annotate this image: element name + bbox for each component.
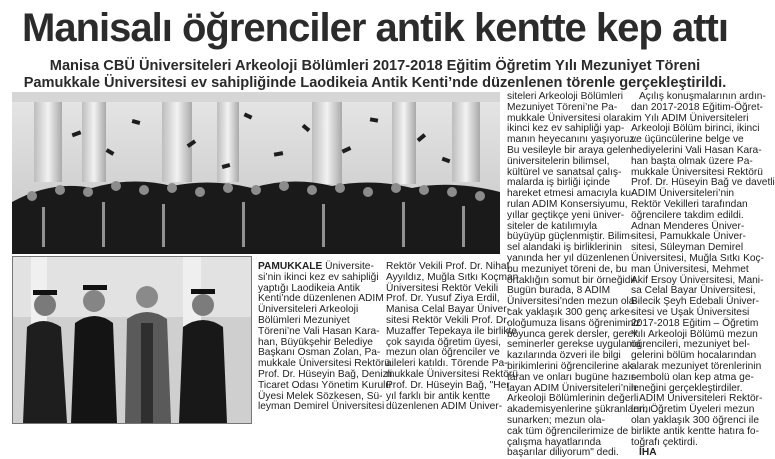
article-line: Prof. Dr. Yusuf Ziya Erdil, — [386, 293, 500, 305]
article-column-4 — [631, 91, 775, 459]
article-line: Yılı Arkeoloji Bölümü mezun — [631, 328, 758, 340]
article-line: Arkeoloji Bölümlerinin değerli — [507, 393, 639, 405]
article-line: Prof. Dr. Hüseyin Bağ ve davetli — [631, 177, 775, 189]
article-line: mezun olan öğrenciler ve — [386, 347, 500, 359]
article-line: mukkale Üniversitesi olarak — [507, 112, 631, 124]
article-line: taran ve onları bugüne hazır- — [507, 371, 638, 383]
article-line: Üniversitesi Rektör Vekili — [386, 282, 499, 294]
article-line: Ticaret Odası Yönetim Kurulu — [258, 379, 392, 391]
article-line: çok sayıda öğretim üyesi, — [386, 336, 501, 348]
article-line: Bölümleri Mezuniyet — [258, 314, 350, 326]
article-line: han, Büyükşehir Belediye — [258, 336, 373, 348]
headline: Manisalı öğrenciler antik kentte kep attı — [22, 5, 728, 50]
article-line: akademisyenlerine şükranlarımı — [507, 404, 651, 416]
article-line: başarılar diliyorum" dedi. — [507, 447, 619, 459]
article-line: malarda iş birliği içinde — [507, 177, 611, 189]
article-column-2 — [386, 261, 519, 427]
article-line: ADIM Üniversiteleri Rektör- — [639, 393, 763, 405]
officials-with-graduates-photo — [12, 256, 252, 424]
article-line: yaptığı Laodikeia Antik — [258, 282, 360, 294]
article-line: düzenlenen ADIM Üniver- — [386, 401, 503, 413]
article-line: siteler de katılımıyla — [507, 220, 598, 232]
article-line: si’nin ikinci kez ev sahipliği — [258, 271, 379, 283]
article-line: ortaklığın somut bir örneğidir. — [507, 274, 639, 286]
subheadline-line-1: Manisa CBÜ Üniversiteleri Arkeoloji Bölümleri 2017-2018 Eğitim Öğretim Yılı Mezuniyet Töreni — [49, 58, 701, 74]
article-column-1 — [258, 261, 393, 427]
article-line: Açılış konuşmalarının ardın- — [639, 91, 766, 102]
article-line: sitesi ve Uşak Üniversitesi — [631, 306, 750, 318]
article-line: büyüyüp güçlenmiştir. Bilim- — [507, 231, 634, 243]
article-line: cak tüm öğrencilerimize de — [507, 425, 629, 437]
article-line: aileleri katıldı. Törende Pa- — [386, 358, 508, 370]
article-line: toğrafı çektirdi. — [631, 436, 698, 448]
article-line: alarak mezuniyet törenlerinin — [631, 360, 762, 372]
article-line: birikimlerini öğrencilerine ak- — [507, 360, 637, 372]
article-line: sitesi Rektör Vekili Prof. Dr. — [386, 314, 509, 326]
article-line: Adnan Menderes Üniver- — [631, 220, 745, 232]
article-line: gelerini bölüm hocalarından — [631, 350, 757, 362]
article-line: leneğini gerçekleştirdiler. — [631, 382, 743, 394]
article-line: Prof. Dr. Hüseyin Bağ, "Her — [386, 379, 510, 391]
article-line: Başkanı Osman Zolan, Pa- — [258, 347, 381, 359]
article-line: öğrencileri, mezuniyet bel- — [631, 339, 750, 351]
article-line: Üyesi Melek Sözkesen, Sü- — [258, 390, 383, 402]
article-line: mukkale Üniversitesi Rektörü — [386, 368, 518, 380]
article-line: Bugün burada, 8 ADIM — [507, 285, 611, 297]
article-line: kazılarında özveri ile bilgi — [507, 350, 621, 362]
article-line: oloğumuza lisans öğreniminiz — [507, 317, 641, 329]
article-line: yıl farklı bir antik kentte — [386, 390, 491, 402]
article-line: mukkale Üniversitesi Rektörü — [631, 166, 763, 178]
article-line: bu mezuniyet töreni de, bu — [507, 263, 628, 275]
article-line: ADIM Üniversiteleri’nin — [631, 188, 735, 200]
article-line: Ayyıldız, Muğla Sıtkı Koçman — [386, 271, 519, 283]
article-line: layan ADIM Üniversiteleri’nin — [507, 382, 637, 394]
article-line: leri, Öğretim Üyeleri mezun — [631, 404, 755, 416]
article-line: Manisa Celal Bayar Üniver- — [386, 304, 510, 316]
article-line: leyman Demirel Üniversitesi — [258, 401, 385, 413]
article-line: Rektör Vekili Prof. Dr. Nihat — [386, 261, 510, 272]
article-line: Bu vesileyle bir araya gelen — [507, 144, 632, 156]
article-line: öğrencilere takdim edildi. — [631, 209, 744, 221]
article-line: ikinci kez ev sahipliği yap- — [507, 123, 625, 135]
article-line: sitesi, Pamukkale Üniver- — [631, 231, 746, 243]
article-line: kültürel ve sanatsal çalış- — [507, 166, 622, 178]
article-line: Akif Ersoy Üniversitesi, Mani- — [631, 274, 764, 286]
article-line: han başta olmak üzere Pa- — [631, 155, 753, 167]
article-line: sitesi, Süleyman Demirel — [631, 242, 744, 254]
article-line: Üniversitesi’nden mezun ola- — [507, 296, 638, 308]
article-line: dan 2017-2018 Eğitim-Öğret- — [631, 101, 763, 113]
article-line: 2017-2018 Eğitim – Öğretim — [631, 317, 759, 329]
article-line: Üniversitesi, Muğla Sıtkı Koç- — [631, 252, 765, 264]
article-line: PAMUKKALE Üniversite- — [258, 261, 374, 272]
article-line: sel alandaki iş birliklerinin — [507, 242, 622, 254]
article-line: üniversitelerin bilimsel, — [507, 155, 610, 167]
article-line: yıllar geçtikçe yeni üniver- — [507, 209, 625, 221]
article-line: im Yılı ADIM Üniversiteleri — [631, 112, 749, 124]
article-line: Kenti’nde düzenlenen ADIM — [258, 293, 384, 305]
article-line: seminerler gerekse uygulama — [507, 339, 641, 351]
article-line: yanında her yıl düzenlenen — [507, 252, 630, 264]
article-line: Mezuniyet Töreni’ne Pa- — [507, 101, 618, 113]
article-line: manın heyecanını yaşıyoruz. — [507, 134, 638, 146]
article-line: sembolü olan kep atma ge- — [631, 371, 754, 383]
article-line: boyunca gerek dersler, gerek — [507, 328, 639, 340]
article-line: çalışma hayatlarında — [507, 436, 602, 448]
article-line: Üniversiteleri Arkeoloji — [258, 304, 359, 316]
article-line: man Üniversitesi, Mehmet — [631, 263, 749, 275]
article-line: ve üçüncülerine belge ve — [631, 134, 744, 146]
article-line: rulan ADIM Konsersiyumu, — [507, 198, 628, 210]
article-line: Prof. Dr. Hüseyin Bağ, Denizli — [258, 368, 393, 380]
article-line: birlikte antik kentte hatıra fo- — [631, 425, 759, 437]
article-line: Rektör Vekilleri tarafından — [631, 198, 748, 210]
article-line: siteleri Arkeoloji Bölümleri — [507, 91, 624, 102]
article-line: cak yaklaşık 300 genç arke- — [507, 306, 634, 318]
article-line: Arkeoloji Bölüm birinci, ikinci — [631, 123, 760, 135]
article-line: Töreni’ne Vali Hasan Kara- — [258, 325, 380, 337]
article-line: Bilecik Şeyh Edebali Üniver- — [631, 296, 759, 308]
subheadline-line-2: Pamukkale Üniversitesi ev sahipliğinde Laodikeia Antik Kenti’nde düzenlenen törenle gerçekleştirildi. — [23, 75, 727, 91]
article-line: sa Celal Bayar Üniversitesi, — [631, 285, 756, 297]
article-line: olan yaklaşık 300 öğrenci ile — [631, 414, 759, 426]
article-line: Muzaffer Tepekaya ile birlikte — [386, 325, 517, 337]
graduation-ceremony-photo — [12, 92, 500, 254]
article-line: hareket etmesi amacıyla ku- — [507, 188, 635, 200]
article-line: İHA — [639, 447, 657, 459]
article-line: mukkale Üniversitesi Rektörü — [258, 358, 390, 370]
article-line: sunarken; mezun ola- — [507, 414, 605, 426]
article-line: hediyelerini Vali Hasan Kara- — [631, 144, 762, 156]
